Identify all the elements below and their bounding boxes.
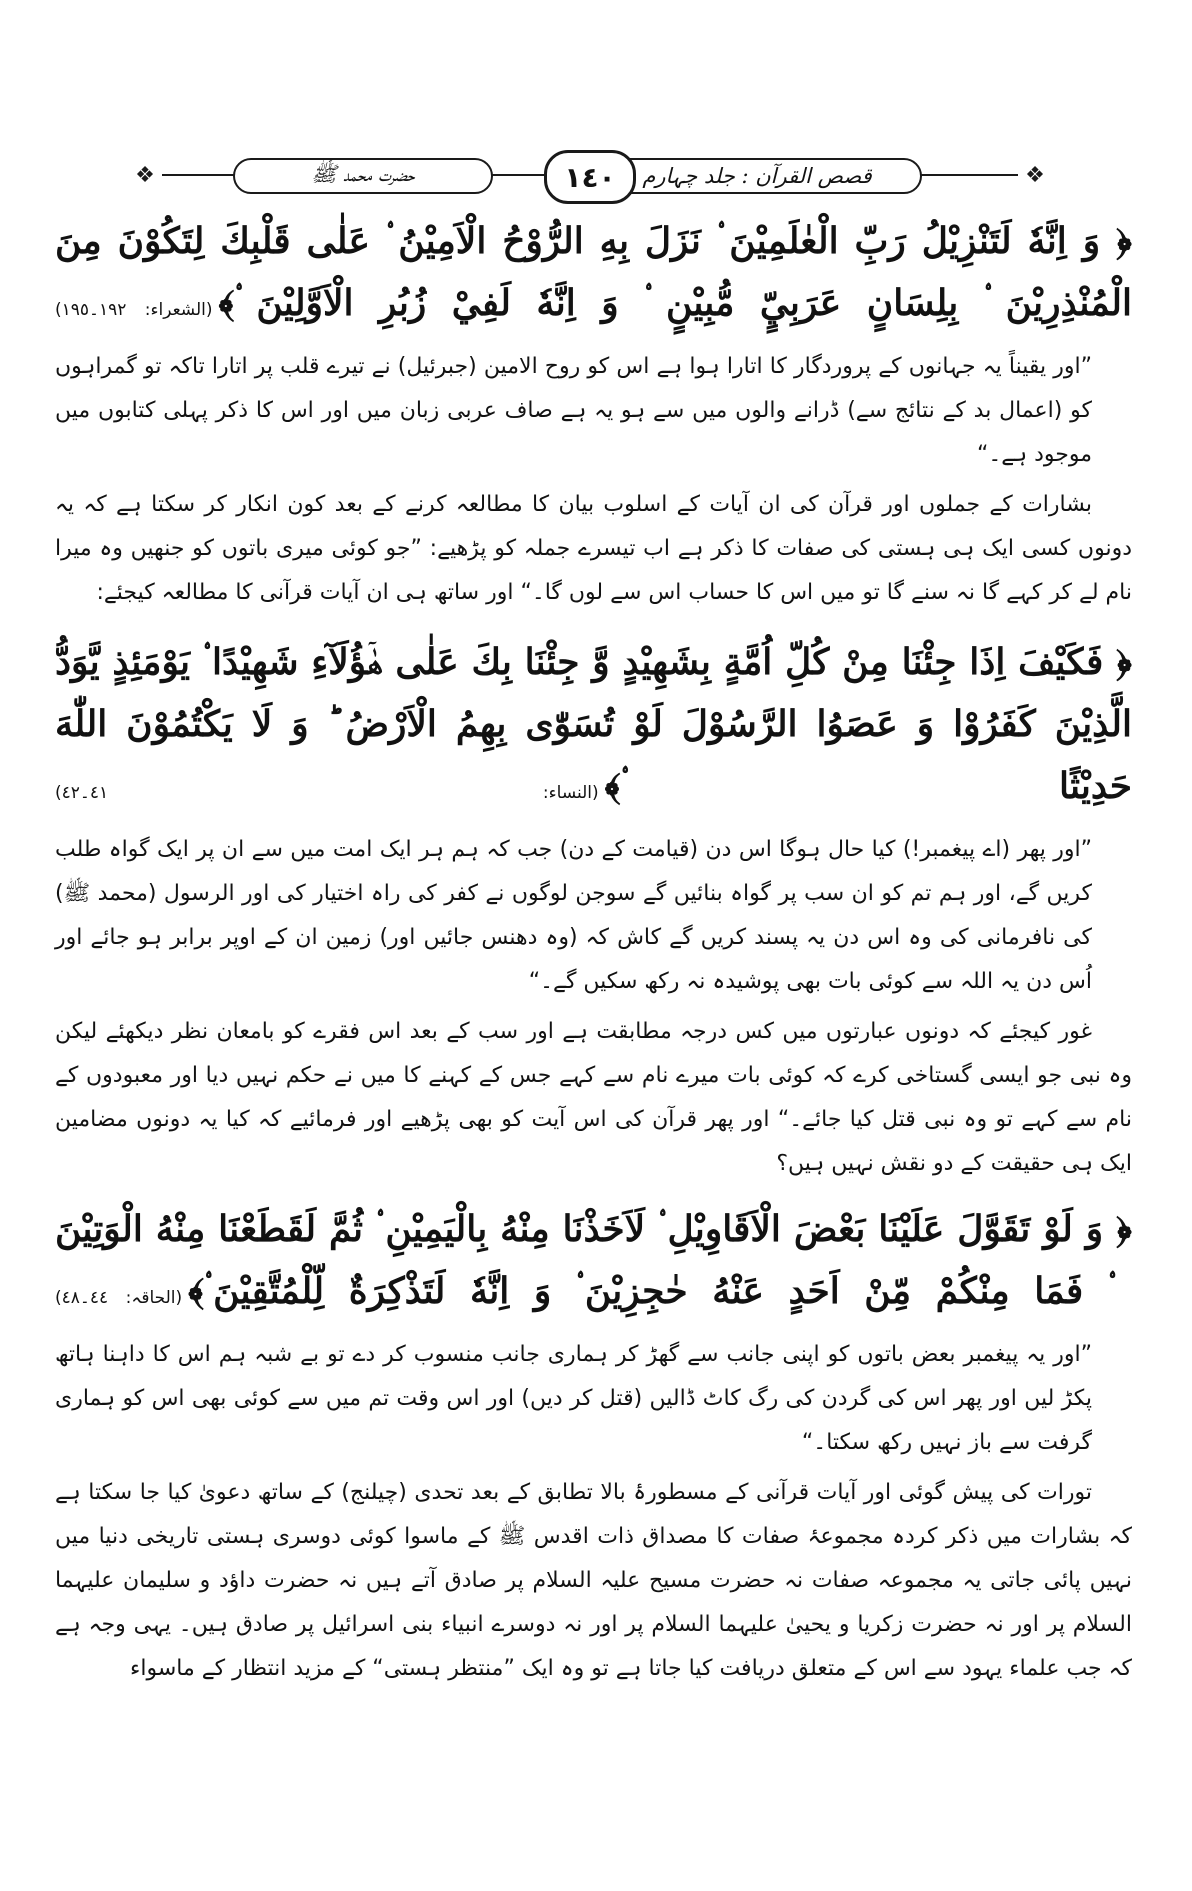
body-paragraph: غور کیجئے کہ دونوں عبارتوں میں کس درجہ مطابقت ہے اور سب کے بعد اس فقرے کو بامعان نظر دیکھئے لیکن وہ نبی جو ایسی گستاخی کرے کہ کوئی بات میرے نام سے کہے جس کے کہنے کا میں نے حکم نہیں دیا اور معبودوں کے نام سے کہے تو وہ نبی قتل کیا جائے۔“ اور پھر قرآن کی اس آیت کو بھی پڑھیے اور فرمائیے کہ کیا یہ دونوں مضامین ایک ہی حقیقت کے دو نقش نہیں ہیں؟: [55, 1019, 1132, 1176]
verse-reference: (النساء: ٤١۔٤٢): [55, 783, 599, 803]
quran-verse: [55, 210, 1132, 341]
verse-translation: ”اور یہ پیغمبر بعض باتوں کو اپنی جانب سے گھڑ کر ہماری جانب منسوب کر دے تو بے شبہ ہم اس کا داہنا ہاتھ پکڑ لیں اور پھر اس کی گردن کی رگ کاٹ ڈالیں (قتل کر دیں) اور اس وقت تم میں سے کوئی بھی اس کو ہماری گرفت سے باز نہیں رکھ سکتا۔“: [55, 1342, 1092, 1455]
verse-translation: ”اور یقیناً یہ جہانوں کے پروردگار کا اتارا ہوا ہے اس کو روح الامین (جبرئیل) نے تیرے قلب پر اتارا تاکہ تو گمراہوں کو (اعمال بد کے نتائج سے) ڈرانے والوں میں سے ہو یہ ہے صاف عربی زبان میں اور اس کا ذکر پہلی کتابوں میں موجود ہے۔“: [55, 354, 1092, 467]
page-content: [55, 210, 1132, 1691]
verse-reference: (الحاقہ: ٤٤۔٤٨): [55, 1288, 183, 1308]
chapter-title: حضرت محمد ﷺ: [233, 158, 493, 194]
left-ornament-icon: ❖: [128, 162, 162, 188]
verse-text: ﴿ وَ اِنَّهٗ لَتَنْزِيْلُ رَبِّ الْعٰلَمِيْنَ ۟ نَزَلَ بِهِ الرُّوْحُ الْاَمِيْنُ ۟ عَلٰى قَلْبِكَ لِتَكُوْنَ مِنَ الْمُنْذِرِيْنَ ۟ بِلِسَانٍ عَرَبِيٍّ مُّبِيْنٍ ۟ وَ اِنَّهٗ لَفِيْ زُبُرِ الْاَوَّلِيْنَ ۟﴾: [55, 220, 1132, 324]
running-header: [135, 150, 1045, 200]
book-title: قصص القرآن : جلد چہارم: [592, 158, 922, 194]
page-number: ١٤٠: [544, 150, 636, 204]
quran-verse: [55, 631, 1132, 824]
verse-reference: (الشعراء: ١٩٢۔١٩٥): [55, 300, 213, 320]
body-paragraph: بشارات کے جملوں اور قرآن کی ان آیات کے اسلوب بیان کا مطالعہ کرنے کے بعد کون انکار کر سکتا ہے کہ یہ دونوں کسی ایک ہی ہستی کی صفات کا ذکر ہے اب تیسرے جملہ کو پڑھیے: ”جو کوئی میری باتوں کو جنھیں وہ میرا نام لے کر کہے گا نہ سنے گا تو میں اس کا حساب اس سے لوں گا۔“ اور ساتھ ہی ان آیات قرآنی کا مطالعہ کیجئے:: [55, 492, 1132, 605]
verse-translation: ”اور پھر (اے پیغمبر!) کیا حال ہوگا اس دن (قیامت کے دن) جب کہ ہم ہر ایک امت میں سے ان پر ایک گواہ طلب کریں گے، اور ہم تم کو ان سب پر گواہ بنائیں گے سوجن لوگوں نے کفر کی راہ اختیار کی اور الرسول (محمد ﷺ) کی نافرمانی کی وہ اس دن یہ پسند کریں گے کاش کہ (وہ دھنس جائیں اور) زمین ان کے اوپر برابر ہو جائے اور اُس دن یہ اللہ سے کوئی بات بھی پوشیدہ نہ رکھ سکیں گے۔“: [55, 837, 1092, 994]
verse-text: ﴿ فَكَيْفَ اِذَا جِئْنَا مِنْ كُلِّ اُمَّةٍ بِشَهِيْدٍ وَّ جِئْنَا بِكَ عَلٰى هٰۤؤُلَآءِ شَهِيْدًا ۟ يَوْمَئِذٍ يَّوَدُّ الَّذِيْنَ كَفَرُوْا وَ عَصَوُا الرَّسُوْلَ لَوْ تُسَوّٰى بِهِمُ الْاَرْضُ ؕ وَ لَا يَكْتُمُوْنَ اللّٰهَ حَدِيْثًا ۟﴾: [55, 641, 1133, 807]
verse-text: ﴿ وَ لَوْ تَقَوَّلَ عَلَيْنَا بَعْضَ الْاَقَاوِيْلِ ۟ لَاَخَذْنَا مِنْهُ بِالْيَمِيْنِ ۟ ثُمَّ لَقَطَعْنَا مِنْهُ الْوَتِيْنَ ۟ فَمَا مِنْكُمْ مِّنْ اَحَدٍ عَنْهُ حٰجِزِيْنَ ۟ وَ اِنَّهٗ لَتَذْكِرَةٌ لِّلْمُتَّقِيْنَ ۟﴾: [55, 1208, 1132, 1312]
right-ornament-icon: ❖: [1018, 162, 1052, 188]
body-paragraph: تورات کی پیش گوئی اور آیات قرآنی کے مسطورۂ بالا تطابق کے بعد تحدی (چیلنج) کے ساتھ دعویٰ کیا جا سکتا ہے کہ بشارات میں ذکر کردہ مجموعۂ صفات کا مصداق ذات اقدس ﷺ کے ماسوا کوئی دوسری ہستی تاریخی دنیا میں نہیں پائی جاتی یہ مجموعہ صفات نہ حضرت مسیح علیہ السلام پر صادق آتے ہیں نہ حضرت داؤد و سلیمان علیہما السلام پر اور نہ حضرت زکریا و یحییٰ علیہما السلام پر اور نہ دوسرے انبیاء بنی اسرائیل پر صادق ہیں۔ یہی وجہ ہے کہ جب علماء یہود سے اس کے متعلق دریافت کیا جاتا ہے تو وہ ایک ”منتظر ہستی“ کے مزید انتظار کے ماسواء: [55, 1480, 1132, 1681]
quran-verse: [55, 1198, 1132, 1329]
